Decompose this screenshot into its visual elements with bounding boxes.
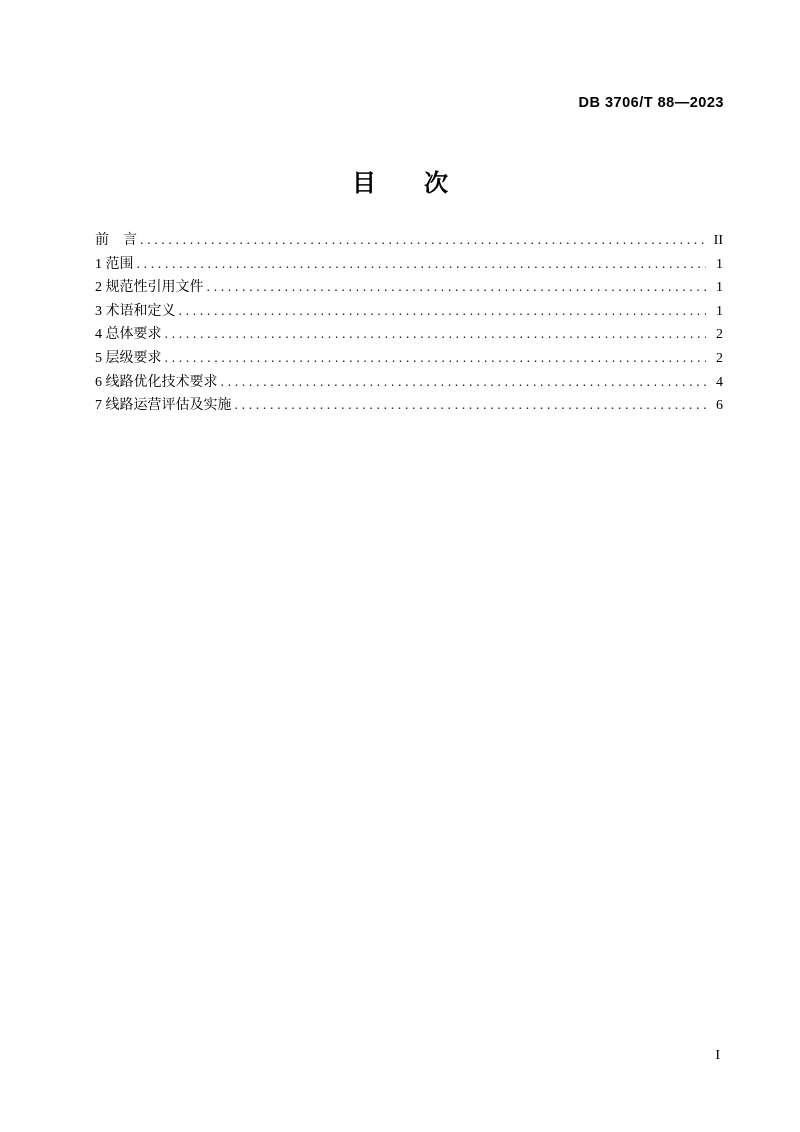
toc-row	[95, 276, 723, 300]
toc-list	[95, 229, 723, 418]
toc-row	[95, 300, 723, 324]
toc-leader-dots	[221, 371, 707, 395]
toc-entry-page-number: 1	[716, 280, 723, 296]
footer-page-number: I	[715, 1048, 720, 1063]
toc-leader-dots	[137, 253, 707, 277]
toc-row	[95, 371, 723, 395]
toc-leader-dots	[165, 323, 707, 347]
toc-leader-dots	[140, 229, 706, 253]
page-title: 目 次	[352, 171, 460, 197]
toc-entry-label: 2 规范性引用文件	[95, 280, 204, 296]
doc-code: DB 3706/T 88—2023	[578, 95, 724, 111]
toc-entry-label: 6 线路优化技术要求	[95, 374, 218, 390]
toc-entry-label: 5 层级要求	[95, 350, 162, 366]
toc-leader-dots	[207, 276, 707, 300]
toc-entry-page-number: 1	[716, 303, 723, 319]
toc-row	[95, 323, 723, 347]
toc-entry-page-number: 6	[716, 398, 723, 414]
toc-entry-label: 1 范围	[95, 256, 134, 272]
toc-entry-page-number: 2	[716, 327, 723, 343]
toc-row	[95, 347, 723, 371]
toc-leader-dots	[165, 347, 707, 371]
toc-entry-page-number: 4	[716, 374, 723, 390]
toc-row	[95, 253, 723, 277]
toc-entry-page-number: 2	[716, 350, 723, 366]
toc-entry-label: 7 线路运营评估及实施	[95, 398, 232, 414]
toc-entry-label: 前 言	[95, 233, 137, 248]
toc-entry-label: 3 术语和定义	[95, 303, 176, 319]
toc-entry-label: 4 总体要求	[95, 327, 162, 343]
toc-row	[95, 394, 723, 418]
toc-entry-page-number: 1	[716, 256, 723, 272]
toc-entry-page-number: II	[713, 233, 723, 248]
toc-leader-dots	[179, 300, 707, 324]
toc-row	[95, 229, 723, 253]
toc-leader-dots	[235, 394, 707, 418]
